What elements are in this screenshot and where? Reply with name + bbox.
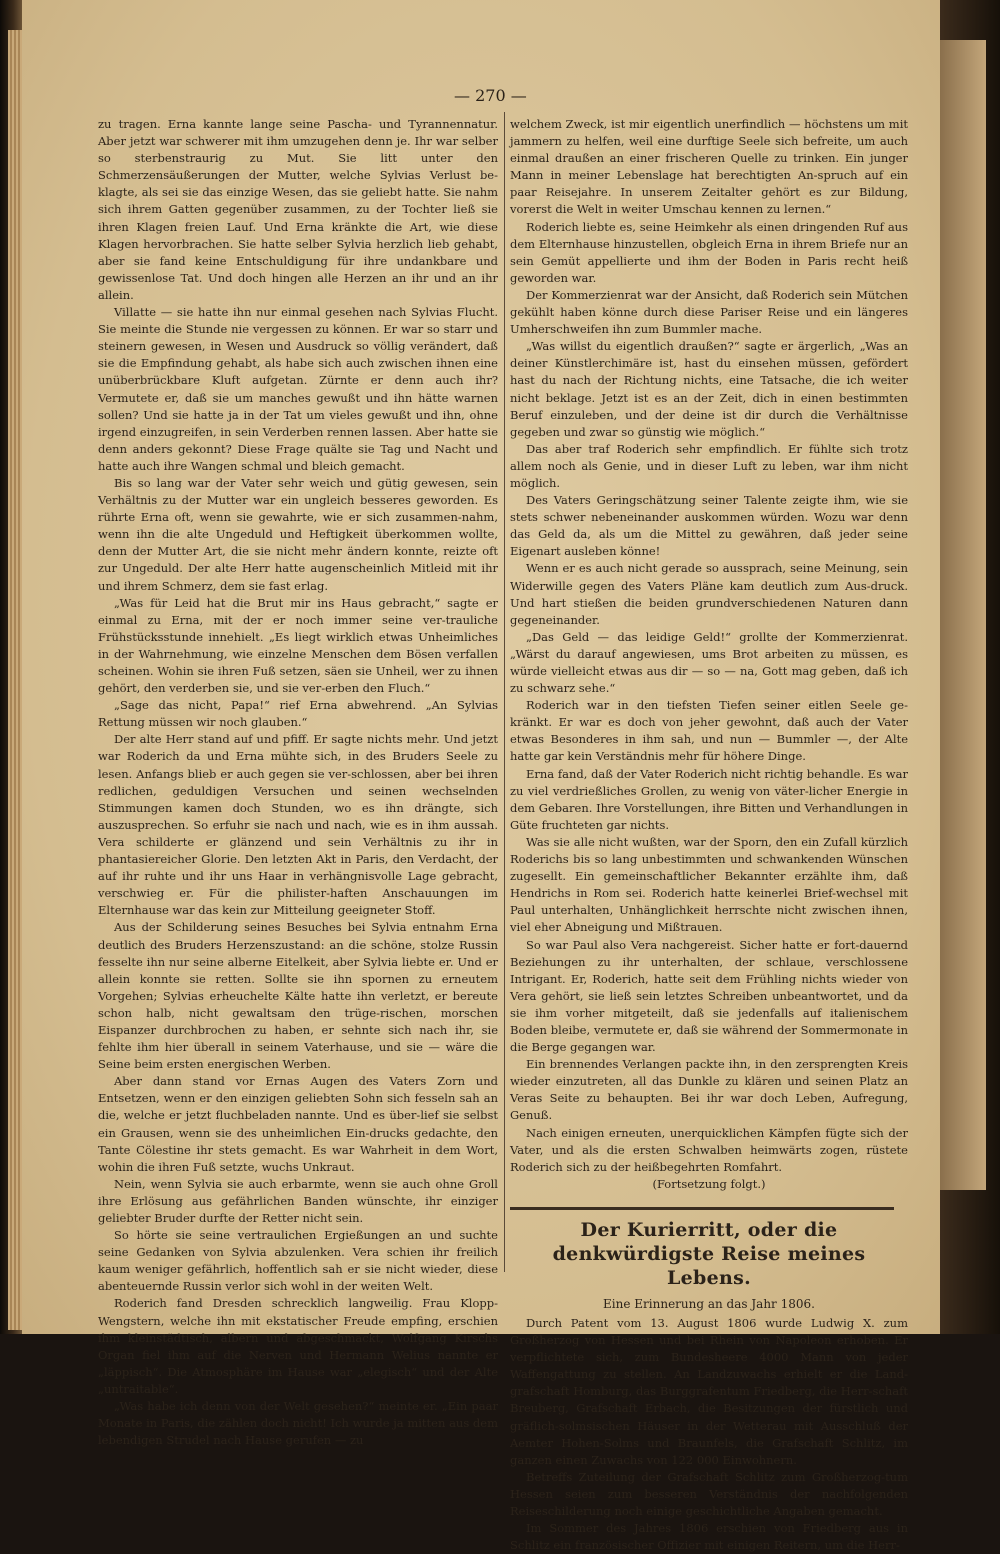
paragraph: Was sie alle nicht wußten, war der Sporn, den ein Zufall kürzlich Roderichs bis so lang unbestimmten und schwankenden Wünschen zugesellt. Ein gemeinschaftlicher Bekannter erzählte ihm, daß Hendrichs in Rom sei. Roderich hatte keinerlei Brief-wechsel mit Paul unterhalten, Unhänglichkeit herrschte nicht zwischen ihnen, viel eher Abneigung und Mißtrauen. (510, 834, 908, 935)
column-divider (504, 112, 505, 1272)
paragraph: Erna fand, daß der Vater Roderich nicht richtig behandle. Es war zu viel verdrießliches Grollen, zu wenig von väter-licher Energie in dem Gebaren. Ihre Vorstellungen, ihre Bitten und Verhandlungen in Güte fruchteten gar nichts. (510, 766, 908, 832)
paragraph: Das aber traf Roderich sehr empfindlich. Er fühlte sich trotz allem noch als Genie, und in dieser Luft zu leben, war ihm nicht möglich. (510, 441, 908, 490)
next-page-edge (940, 40, 986, 1190)
paragraph: Durch Patent vom 13. August 1806 wurde Ludwig X. zum Großherzog von Hessen und bei Rhein von Napoleon erhoben. Er verpflichtete sich, zum Bundesheere 4000 Mann von jeder Waffengattung zu stellen. An Landzuwachs erhielt er die Land-grafschaft Homburg, das Burggrafentum Friedberg, die Herr-schaft Breuberg, Grafschaft Erbach, die Besitzungen der fürstlich und gräflich-solmsischen Häuser in der Wetterau mit Ausschluß der Aemter Hohen-Solms und Braunfels, die Grafschaft Schlitz, im ganzen einen Zuwachs von 122 000 Einwohnern. (510, 1316, 908, 1467)
continuation-note: (Fortsetzung folgt.) (652, 1176, 766, 1191)
paragraph: „Sage das nicht, Papa!“ rief Erna abwehrend. „An Sylvias Rettung müssen wir noch glauben.“ (98, 698, 498, 730)
paragraph: Betreffs Zuteilung der Grafschaft Schlitz zum Großherzog-tum Hessen seien zum besseren Verständnis der nachfolgenden Reiseschilderung noch einige geschichtliche Angaben gemacht. (510, 1469, 908, 1519)
paragraph: Bis so lang war der Vater sehr weich und gütig gewesen, sein Verhältnis zu der Mutter war ein ungleich besseres geworden. Es rührte Erna oft, wenn sie gewahrte, wie er sich zusammen-nahm, wenn ihn die alte Ungeduld und Heftigkeit überkommen wollte, denn der Mutter Art, die sie nicht mehr ändern konnte, reizte oft zur Ungeduld. Der alte Herr hatte augenscheinlich Mitleid mit ihr und ihrem Schmerz, dem sie fast erlag. (98, 475, 498, 593)
paragraph: zu tragen. Erna kannte lange seine Pascha- und Tyrannennatur. Aber jetzt war schwerer mit ihm umzugehen denn je. Ihr war selber so sterbenstraurig zu Mut. Sie litt unter den Schmerzensäußerungen der Mutter, welche Sylvias Verlust be-klagte, als sei sie das einzige Wesen, das sie geliebt hatte. Sie nahm sich ihrem Gatten gegenüber zusammen, zu der Tochter ließ sie ihren Klagen freien Lauf. Und Erna kränkte die Art, wie diese Klagen hervorbrachen. Sie hatte selber Sylvia herzlich lieb gehabt, aber sie fand keine Entschuldigung für ihre undankbare und gewissenlose Tat. Und doch hingen alle Herzen an ihr und an ihr allein. (98, 117, 498, 302)
paragraph: Roderich fand Dresden schrecklich langweilig. Frau Klopp-Wengstern, welche ihn mit ekstatischer Freude empfing, erschien ihm kleinstädtisch, albern und abgeschmackt, Wolfgang Kirschs Organ fiel ihm auf die Nerven und Hermann Welius nannte er „läppisch“. Die Atmosphäre im Hause war „elegisch“ und der Alte „untraitable“. (98, 1296, 498, 1396)
paragraph: Roderich war in den tiefsten Tiefen seiner eitlen Seele ge-kränkt. Er war es doch von jeher gewohnt, daß auch der Vater etwas Besonderes in ihm sah, und nun — Bummler —, der Alte hatte gar kein Verständnis mehr für höhere Dinge. (510, 698, 908, 764)
paragraph: „Was willst du eigentlich draußen?“ sagte er ärgerlich, „Was an deiner Künstlerchimäre ist, hast du einsehen müssen, gefördert hast du nach der Richtung nichts, eine Tatsache, die ich weiter nicht beklage. Jetzt ist es an der Zeit, dich in einen bestimmten Beruf einzuleben, und der deine ist dir durch die Verhältnisse gegeben und zwar so günstig wie möglich.“ (510, 339, 908, 439)
paragraph: Villatte — sie hatte ihn nur einmal gesehen nach Sylvias Flucht. Sie meinte die Stunde nie vergessen zu können. Er war so starr und steinern gewesen, in Wesen und Ausdruck so völlig verändert, daß sie die Empfindung gehabt, als habe sich auch zwischen ihnen eine unüberbrückbare Kluft aufgetan. Zürnte er denn auch ihr? Vermutete er, daß sie um manches gewußt und ihn hätte warnen sollen? Und sie hatte ja in der Tat um vieles gewußt und ihn, ohne irgend einzugreifen, in sein Verderben rennen lassen. Aber hatte sie denn anders gekonnt? Diese Frage quälte sie Tag und Nacht und hatte auch ihre Wangen schmal und bleich gemacht. (98, 305, 498, 473)
article-separator (510, 1207, 894, 1210)
paragraph: Der alte Herr stand auf und pfiff. Er sagte nichts mehr. Und jetzt war Roderich da und Erna mühte sich, in des Bruders Seele zu lesen. Anfangs blieb er auch gegen sie ver-schlossen, aber bei ihren redlichen, geduldigen Versuchen und seinen wechselnden Stimmungen kamen doch Stunden, wo es ihn drängte, sich auszusprechen. So erfuhr sie nach und nach, wie es in ihm aussah. Vera schilderte er glänzend und sein Verhältnis zu ihr in phantasiereicher Glorie. Den letzten Akt in Paris, den Verdacht, der auf ihr ruhte und ihr uns Haar in verhängnisvolle Lage gebracht, verschwieg er. Für die philister-haften Anschauungen im Elternhause war das kein zur Mitteilung geeigneter Stoff. (98, 732, 498, 918)
paragraph: Ein brennendes Verlangen packte ihn, in den zersprengten Kreis wieder einzutreten, all das Dunkle zu klären und seinen Platz an Veras Seite zu behaupten. Bei ihr war doch Leben, Aufregung, Genuß. (510, 1057, 908, 1123)
paragraph: Roderich liebte es, seine Heimkehr als einen dringenden Ruf aus dem Elternhause hinzustellen, obgleich Erna in ihrem Briefe nur an sein Gemüt appellierte und ihm der Boden in Paris recht heiß geworden war. (510, 219, 908, 285)
paragraph: So hörte sie seine vertraulichen Ergießungen an und suchte seine Gedanken von Sylvia abzulenken. Vera schien ihr freilich kaum weniger gefährlich, hoffentlich sah er sie nicht wieder, diese abenteuernde Russin verlor sich wohl in der weiten Welt. (98, 1228, 498, 1294)
paragraph: Der Kommerzienrat war der Ansicht, daß Roderich sein Mütchen gekühlt haben könne durch diese Pariser Reise und ein längeres Umherschweifen ihn zum Bummler mache. (510, 287, 908, 337)
right-column (510, 116, 908, 1554)
paragraph: „Das Geld — das leidige Geld!“ grollte der Kommerzienrat. „Wärst du darauf angewiesen, ums Brot arbeiten zu müssen, es würde vielleicht etwas aus dir — so — na, Gott mag geben, daß ich zu schwarz sehe.“ (510, 629, 908, 696)
article-title: Der Kurierritt, oder die denkwürdigste Reise meines Lebens. (552, 1218, 866, 1289)
paragraph: welchem Zweck, ist mir eigentlich unerfindlich — höchstens um mit jammern zu helfen, weil eine durftige Seele sich befreite, um auch einmal draußen an einer frischeren Quelle zu trinken. Ein junger Mann in meiner Lebenslage hat berechtigten An-spruch auf ein paar Reisejahre. In unserem Zeitalter gehört es zur Bildung, vorerst die Welt in weiter Umschau kennen zu lernen.“ (510, 117, 908, 217)
paragraph: „Was für Leid hat die Brut mir ins Haus gebracht,“ sagte er einmal zu Erna, mit der er noch immer seine ver-trauliche Frühstücksstunde innehielt. „Es liegt wirklich etwas Unheimliches in der Wahrnehmung, wie einzelne Menschen dem Bösen verfallen scheinen. Wohin sie ihren Fuß setzen, säen sie Unheil, wer zu ihnen gehört, den verderben sie, und sie ver-erben den Fluch.“ (98, 595, 498, 696)
paragraph: Im Sommer des Jahres 1806 erschien von Friedberg aus in Schlitz ein französischer Offizier mit einigen Reitern, um die Herr- (510, 1521, 908, 1553)
paragraph: Nach einigen erneuten, unerquicklichen Kämpfen fügte sich der Vater, und als die ersten Schwalben heimwärts zogen, rüstete Roderich sich zu der heißbegehrten Romfahrt. (510, 1125, 908, 1174)
paragraph: Des Vaters Geringschätzung seiner Talente zeigte ihm, wie sie stets schwer nebeneinander auskommen würden. Wozu war denn das Geld da, als um die Mittel zu gewähren, daß jeder seine Eigenart ausleben könne! (510, 493, 908, 559)
page-stack-edge (8, 30, 22, 1330)
paragraph: Nein, wenn Sylvia sie auch erbarmte, wenn sie auch ohne Groll ihre Erlösung aus gefährlichen Banden wünschte, ihr einziger geliebter Bruder durfte der Retter nicht sein. (98, 1176, 498, 1225)
paragraph: Aber dann stand vor Ernas Augen des Vaters Zorn und Entsetzen, wenn er den einzigen geliebten Sohn sich fesseln sah an die, welche er jetzt fluchbeladen nannte. Und es über-lief sie selbst ein Grausen, wenn sie des unheimlichen Ein-drucks gedachte, den Tante Cölestine ihr stets gemacht. Es war Wahrheit in dem Wort, wohin die ihren Fuß setzte, wuchs Unkraut. (98, 1074, 498, 1174)
article-subtitle: Eine Erinnerung an das Jahr 1806. (603, 1296, 815, 1311)
paragraph: Wenn er es auch nicht gerade so aussprach, seine Meinung, sein Widerwille gegen des Vaters Pläne kam deutlich zum Aus-druck. Und hart stießen die beiden grundverschiedenen Naturen dann gegeneinander. (510, 561, 908, 627)
left-column (98, 116, 498, 1449)
paragraph: So war Paul also Vera nachgereist. Sicher hatte er fort-dauernd Beziehungen zu ihr unterhalten, der schlaue, verschlossene Intrigant. Er, Roderich, hatte seit dem Frühling nichts wieder von Vera gehört, sie ließ sein letztes Schreiben unbeantwortet, und da sie ihm vorher mitgeteilt, daß sie jedenfalls auf italienischem Boden bleibe, vermutete er, daß sie während der Sommermonate in die Berge gegangen war. (510, 937, 908, 1055)
paragraph: „Was habe ich denn von der Welt gesehen?“ meinte er. „Ein paar Monate in Paris, die zählen doch nicht! Ich wurde ja mitten aus dem lebendigen Strudel nach Hause gerufen — zu (98, 1399, 498, 1448)
page-number: — 270 — (454, 86, 527, 105)
paragraph: Aus der Schilderung seines Besuches bei Sylvia entnahm Erna deutlich des Bruders Herzenszustand: an die schöne, stolze Russin fesselte ihn nur seine alberne Eitelkeit, aber Sylvia liebte er. Und er allein konnte sie retten. Sollte sie ihn spornen zu erneutem Vorgehen; Sylvias erheuchelte Kälte hatte ihn verletzt, er bereute schon halb, nicht gewaltsam den trüge-rischen, morschen Eispanzer durchbrochen zu haben, er sehnte sich nach ihr, sie fehlte ihm hier überall in seinem Vaterhause, und sie — wäre die Seine beim ersten energischen Werben. (98, 920, 498, 1072)
